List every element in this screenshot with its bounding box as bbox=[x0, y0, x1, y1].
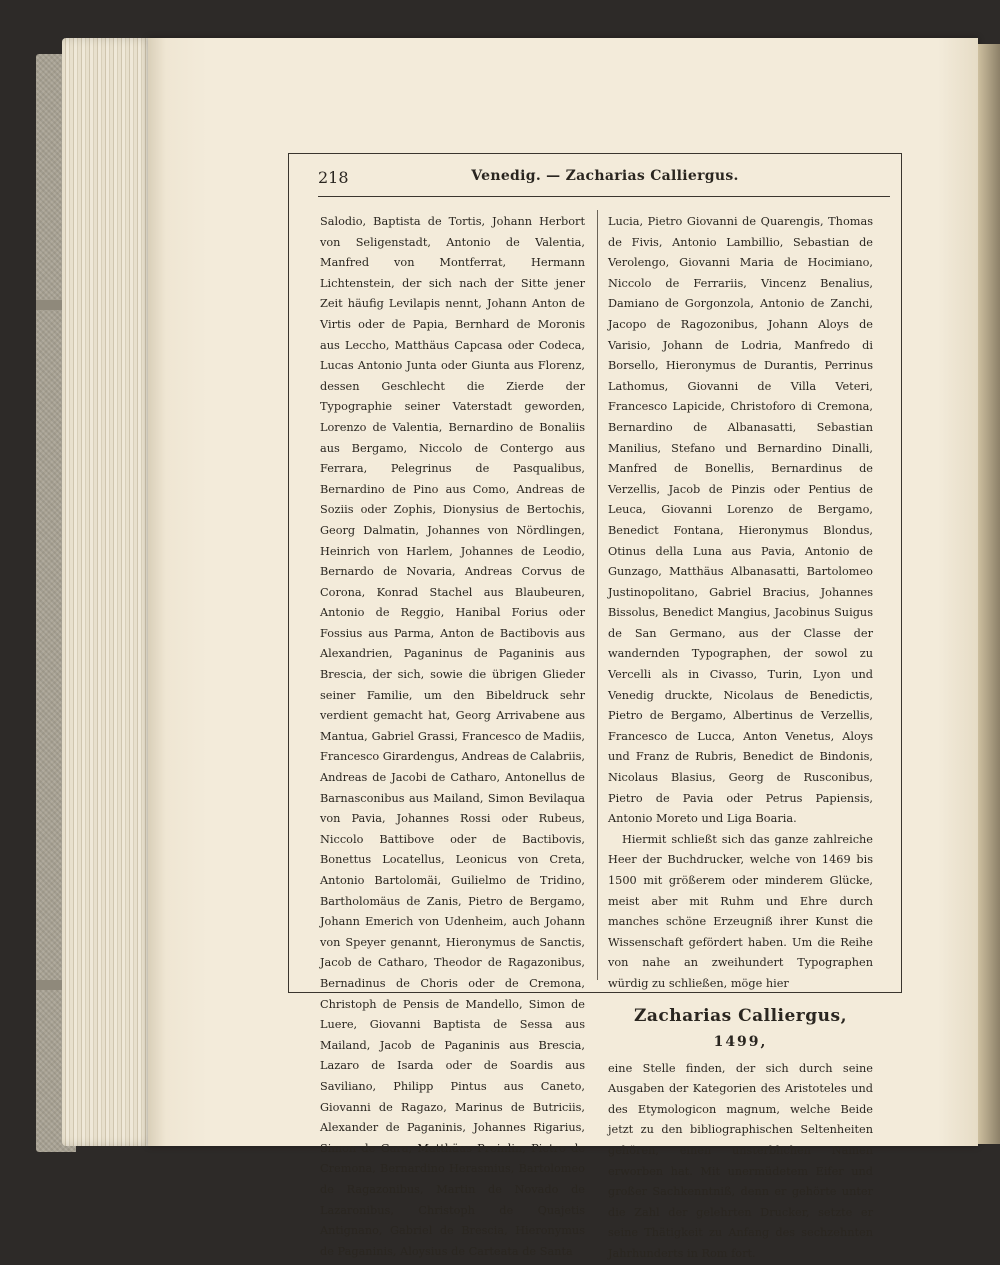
right-column bbox=[608, 212, 873, 1265]
left-column bbox=[320, 212, 585, 1262]
paragraph: eine Stelle finden, der sich durch seine Ausgaben der Kategorien des Aristoteles und des Etymologicon magnum, welche Beide jetzt zu den bibliographischen Seltenheiten gehören, einen unsterblichen Namen erworben hat. Mit unermüdetem Eifer und großer Sachkenntniß, denn er gehörte unter die Zahl der gelehrten Drucker, setzte er seine Thätigkeit zu Anfang des sechzehnten Jahrhunderts in Rom fort. bbox=[608, 1061, 873, 1260]
column-divider bbox=[597, 210, 598, 980]
section-heading: Zacharias Calliergus, bbox=[634, 1005, 847, 1026]
paragraph: Salodio, Baptista de Tortis, Johann Herbort von Seligenstadt, Antonio de Valentia, Manfred von Montferrat, Hermann Lichtenstein, der sich nach der Sitte jener Zeit häufig Levilapis nennt, Johann Anton de Virtis oder de Papia, Bernhard de Moronis aus Leccho, Matthäus Capcasa oder Codeca, Lucas Antonio Junta oder Giunta aus Florenz, dessen Geschlecht die Zierde der Typographie seiner Vaterstadt geworden, Lorenzo de Valentia, Bernardino de Bonaliis aus Bergamo, Niccolo de Contergo aus Ferrara, Pelegrinus de Pasqualibus, Bernardino de Pino aus Como, Andreas de Soziis oder Zophis, Dionysius de Bertochis, Georg Dalmatin, Johannes von Nördlingen, Heinrich von Harlem, Johannes de Leodio, Bernardo de Novaria, Andreas Corvus de Corona, Konrad Stachel aus Blaubeuren, Antonio de Reggio, Hanibal Forius oder Fossius aus Parma, Anton de Bactibovis aus Alexandrien, Paganinus de Paganinis aus Brescia, der sich, sowie die übrigen Glieder seiner Familie, um den Bibeldruck sehr verdient gemacht hat, Georg Arrivabene aus Mantua, Gabriel Grassi, Francesco de Madiis, Francesco Girardengus, Andreas de Calabriis, Andreas de Jacobi de Catharo, Antonellus de Barnasconibus aus Mailand, Simon Bevilaqua von Pavia, Johannes Rossi oder Rubeus, Niccolo Battibove oder de Bactibovis, Bonettus Locatellus, Leonicus von Creta, Antonio Bartolomäi, Guilielmo de Tridino, Bartholomäus de Zanis, Pietro de Bergamo, Johann Emerich von Udenheim, auch Johann von Speyer genannt, Hieronymus de Sanctis, Jacob de Catharo, Theodor de Ragazonibus, Bernadinus de Choris oder de Cremona, Christoph de Pensis de Mandello, Simon de Luere, Giovanni Baptista de Sessa aus Mailand, Jacob de Paganinis aus Brescia, Lazaro de Isarda oder de Soardis aus Saviliano, Philipp Pintus aus Caneto, Giovanni de Ragazo, Marinus de Butriciis, Alexander de Paganinis, Johannes Rigarius, Simon de Gara, Matthäus Preinlin, Pietro de Cremona, Bernardino Herasmius, Bartolomeo de Ragazonibus, Martin de Novado de Lazaronibus, Christoph de Quajetis Antignano, Gabriel de Brescia, Hieronymus de Paganinis, Aloysius de Carteata de Santa bbox=[320, 215, 585, 1258]
page-stack-edges bbox=[62, 38, 162, 1146]
header-rule bbox=[318, 196, 890, 197]
paragraph: Lucia, Pietro Giovanni de Quarengis, Thomas de Fivis, Antonio Lambillio, Sebastian de Verolengo, Giovanni Maria de Hocimiano, Niccolo de Ferrariis, Vincenz Benalius, Damiano de Gorgonzola, Antonio de Zanchi, Jacopo de Ragozonibus, Johann Aloys de Varisio, Johann de Lodria, Manfredo di Borsello, Hieronymus de Durantis, Perrinus Lathomus, Giovanni de Villa Veteri, Francesco Lapicide, Christoforo di Cremona, Bernardino de Albanasatti, Sebastian Manilius, Stefano und Bernardino Dinalli, Manfred de Bonellis, Bernardinus de Verzellis, Jacob de Pinzis oder Pentius de Leuca, Giovanni Lorenzo de Bergamo, Benedict Fontana, Hieronymus Blondus, Otinus della Luna aus Pavia, Antonio de Gunzago, Matthäus Albanasatti, Bartolomeo Justinopolitano, Gabriel Bracius, Johannes Bissolus, Benedict Mangius, Jacobinus Suigus de San Germano, aus der Classe der wandernden Typographen, der sowol zu Vercelli als in Civasso, Turin, Lyon und Venedig druckte, Nicolaus de Benedictis, Pietro de Bergamo, Albertinus de Verzellis, Francesco de Lucca, Anton Venetus, Aloys und Franz de Rubris, Benedict de Bindonis, Nicolaus Blasius, Georg de Rusconibus, Pietro de Pavia oder Petrus Papiensis, Antonio Moreto und Liga Boaria. bbox=[608, 215, 873, 826]
paragraph: Hiermit schließt sich das ganze zahlreiche Heer der Buchdrucker, welche von 1469 bis 1500 mit größerem oder minderem Glücke, meist aber mit Ruhm und Ehre durch manches schöne Erzeugniß ihrer Kunst die Wissenschaft gefördert haben. Um die Reihe von nahe an zweihundert Typographen würdig zu schließen, möge hier bbox=[608, 832, 873, 990]
facing-page-edge bbox=[978, 44, 1000, 1144]
running-title: Venedig. — Zacharias Calliergus. bbox=[471, 168, 739, 184]
section-year: 1499, bbox=[713, 1033, 768, 1050]
page-number: 218 bbox=[318, 168, 349, 187]
